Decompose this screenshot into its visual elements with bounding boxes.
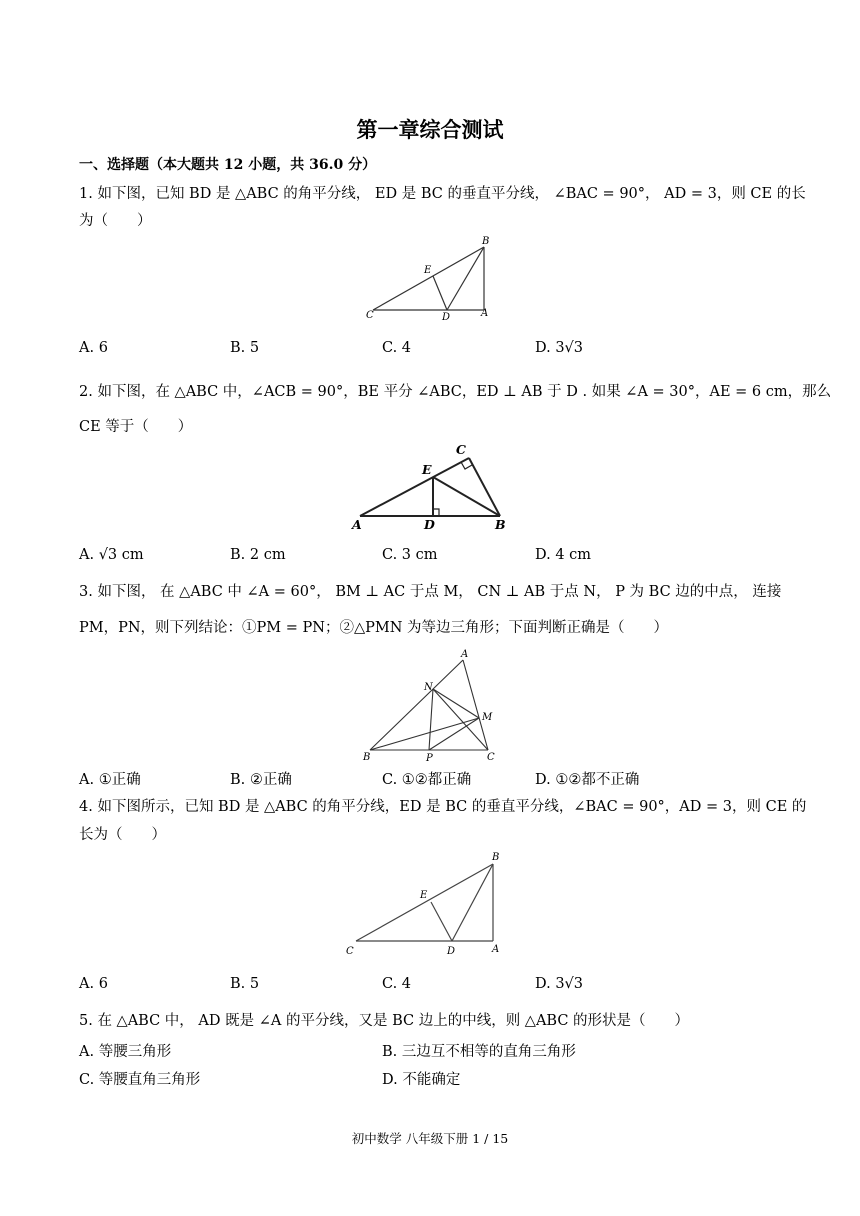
question-5-option-a[interactable]: A. 等腰三角形 (79, 1044, 172, 1060)
question-4-figure (342, 846, 512, 958)
fig2-label-e: E (422, 462, 432, 477)
question-4-option-c[interactable]: C. 4 (382, 976, 412, 992)
question-1-option-b[interactable]: B. 5 (230, 340, 260, 356)
question-4-stem-line1: 4. 如下图所示，已知 BD 是 △ABC 的角平分线，ED 是 BC 的垂直平分线，∠BAC = 90°，AD = 3，则 CE 的 (79, 799, 807, 815)
question-3-stem-line1: 3. 如下图， 在 △ABC 中 ∠A = 60°， BM ⊥ AC 于点 M， CN ⊥ AB 于点 N， P 为 BC 边的中点， 连接 (79, 584, 782, 600)
fig1-label-c: C (366, 310, 374, 321)
question-2-stem-line2: CE 等于（ ） (79, 419, 193, 435)
fig3-label-c: C (487, 752, 495, 763)
question-1-option-c[interactable]: C. 4 (382, 340, 412, 356)
page-footer: 初中数学 八年级下册 1 / 15 (351, 1131, 509, 1146)
fig3-label-n: N (424, 682, 433, 693)
question-3-option-b[interactable]: B. ②正确 (230, 772, 292, 788)
question-2-option-d[interactable]: D. 4 cm (535, 547, 592, 563)
question-2-option-c[interactable]: C. 3 cm (382, 547, 438, 563)
fig1-label-e: E (424, 265, 432, 276)
fig2-label-b: B (495, 517, 506, 532)
question-2-figure (350, 440, 510, 535)
fig2-label-d: D (424, 517, 435, 532)
fig4-label-e: E (420, 890, 428, 901)
question-1-option-d[interactable]: D. 3√3 (535, 340, 584, 356)
fig1-label-b: B (482, 236, 490, 247)
question-1-stem-line2: 为（ ） (79, 213, 152, 229)
question-1-option-a[interactable]: A. 6 (79, 340, 108, 356)
question-2-option-a[interactable]: A. √3 cm (79, 547, 144, 563)
question-5-option-d[interactable]: D. 不能确定 (382, 1072, 461, 1088)
section-heading: 一、选择题（本大题共 12 小题，共 36.0 分） (79, 157, 377, 173)
question-4-option-d[interactable]: D. 3√3 (535, 976, 584, 992)
fig4-label-c: C (346, 946, 354, 957)
question-2-stem-line1: 2. 如下图，在 △ABC 中，∠ACB = 90°，BE 平分 ∠ABC，ED ⊥ AB 于 D . 如果 ∠A = 30°，AE = 6 cm，那么 (79, 384, 832, 400)
question-5-option-b[interactable]: B. 三边互不相等的直角三角形 (382, 1044, 576, 1060)
page-title: 第一章综合测试 (356, 118, 504, 142)
question-3-stem-line2: PM，PN，则下列结论：①PM = PN；②△PMN 为等边三角形；下面判断正确是（ ） (79, 620, 669, 636)
question-1-figure (360, 232, 500, 322)
question-4-option-a[interactable]: A. 6 (79, 976, 108, 992)
question-3-option-d[interactable]: D. ①②都不正确 (535, 772, 640, 788)
question-3-figure (360, 648, 510, 766)
fig3-label-m: M (482, 712, 493, 723)
question-2-option-b[interactable]: B. 2 cm (230, 547, 286, 563)
fig2-label-c: C (456, 442, 466, 457)
question-1-stem-line1: 1. 如下图，已知 BD 是 △ABC 的角平分线， ED 是 BC 的垂直平分线， ∠BAC = 90°， AD = 3，则 CE 的长 (79, 186, 806, 202)
fig3-label-a: A (461, 649, 469, 660)
fig4-label-b: B (492, 852, 500, 863)
fig2-label-a: A (352, 517, 362, 532)
fig3-label-b: B (363, 752, 371, 763)
fig1-label-a: A (481, 308, 489, 319)
question-3-option-c[interactable]: C. ①②都正确 (382, 772, 472, 788)
fig3-label-p: P (426, 753, 433, 764)
fig4-label-d: D (447, 946, 456, 957)
question-5-option-c[interactable]: C. 等腰直角三角形 (79, 1072, 201, 1088)
fig4-label-a: A (492, 944, 500, 955)
question-3-option-a[interactable]: A. ①正确 (79, 772, 141, 788)
question-5-stem: 5. 在 △ABC 中， AD 既是 ∠A 的平分线，又是 BC 边上的中线，则 △ABC 的形状是（ ） (79, 1013, 690, 1029)
question-4-option-b[interactable]: B. 5 (230, 976, 260, 992)
fig1-label-d: D (442, 312, 451, 323)
question-4-stem-line2: 长为（ ） (79, 827, 166, 843)
